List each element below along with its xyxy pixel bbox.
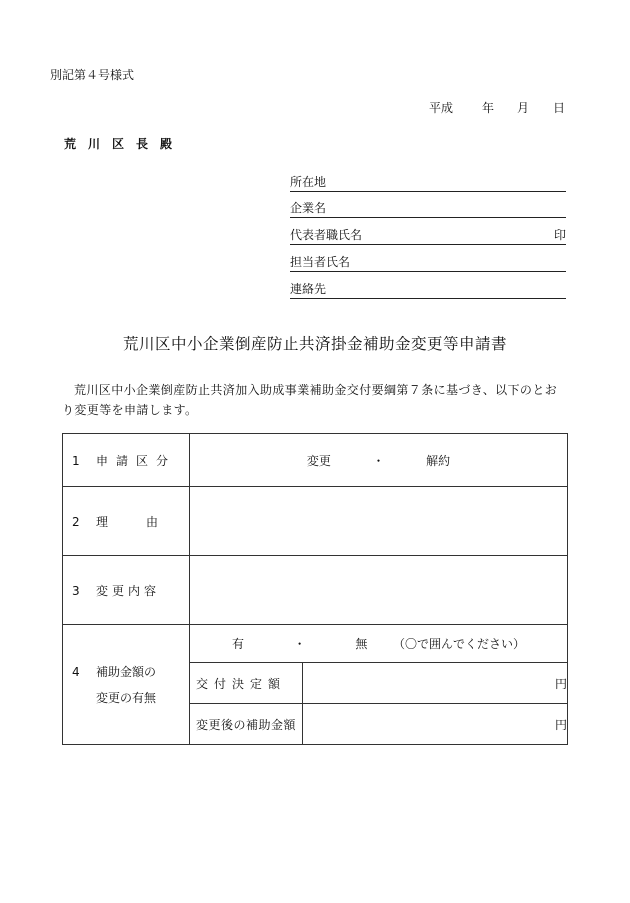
option-no[interactable]: 無 [355,637,368,651]
field-representative-label: 代表者職氏名 [290,228,363,242]
body-text: 荒川区中小企業倒産防止共済加入助成事業補助金交付要綱第７条に基づき、以下のとおり変更等を申請します。 [62,383,558,417]
field-representative[interactable] [290,228,566,245]
option-separator: ・ [372,453,385,468]
row1-label-cell [63,434,190,487]
row3-label: 変更内容 [96,583,161,598]
granted-amount-label: 交付決定額 [196,676,287,691]
option-yes[interactable]: 有 [231,637,244,651]
addressee: 荒川区長殿 [64,137,185,151]
row4-label-cell [63,625,190,745]
granted-amount-unit: 円 [554,676,567,691]
application-table [62,433,568,745]
table-row [63,487,568,556]
field-address-label: 所在地 [290,175,327,189]
circle-instruction: （〇で囲んでください） [393,637,526,651]
row4-yesno-cell[interactable] [190,625,568,663]
row1-number: 1 [72,453,80,468]
date-era: 平成 [429,101,454,115]
row2-label-b: 由 [146,514,159,529]
field-contact-person-label: 担当者氏名 [290,255,351,269]
row4-label-line2: 変更の有無 [96,690,157,705]
field-contact-label: 連絡先 [290,282,327,296]
row1-label: 申請区分 [96,453,177,468]
table-row [63,625,568,663]
granted-amount-cell[interactable] [303,663,568,704]
revised-amount-label-cell [190,704,303,745]
date-day: 日 [553,101,566,115]
row3-label-cell [63,556,190,625]
granted-amount-label-cell [190,663,303,704]
seal-mark: 印 [553,228,566,242]
option-cancel[interactable]: 解約 [426,453,451,468]
document-title: 荒川区中小企業倒産防止共済掛金補助金変更等申請書 [122,335,507,353]
date-month: 月 [517,101,530,115]
field-contact[interactable] [290,282,566,299]
revised-amount-cell[interactable] [303,704,568,745]
field-company[interactable] [290,201,566,218]
row2-number: 2 [72,514,80,529]
option-change[interactable]: 変更 [306,453,331,468]
field-address[interactable] [290,175,566,192]
row4-label-line1: 補助金額の [96,664,157,679]
row3-number: 3 [72,583,80,598]
row2-label-cell [63,487,190,556]
row4-number: 4 [72,664,80,679]
date-year: 年 [482,101,495,115]
row2-label-a: 理 [96,514,109,529]
change-content-cell[interactable] [190,556,568,625]
table-row [63,434,568,487]
reason-cell[interactable] [190,487,568,556]
revised-amount-unit: 円 [554,717,567,732]
revised-amount-label: 変更後の補助金額 [196,717,297,732]
field-company-label: 企業名 [290,201,327,215]
row1-options-cell[interactable] [190,434,568,487]
table-row [63,556,568,625]
yesno-separator: ・ [293,637,306,651]
form-number: 別記第４号様式 [50,68,135,82]
field-contact-person[interactable] [290,255,566,272]
